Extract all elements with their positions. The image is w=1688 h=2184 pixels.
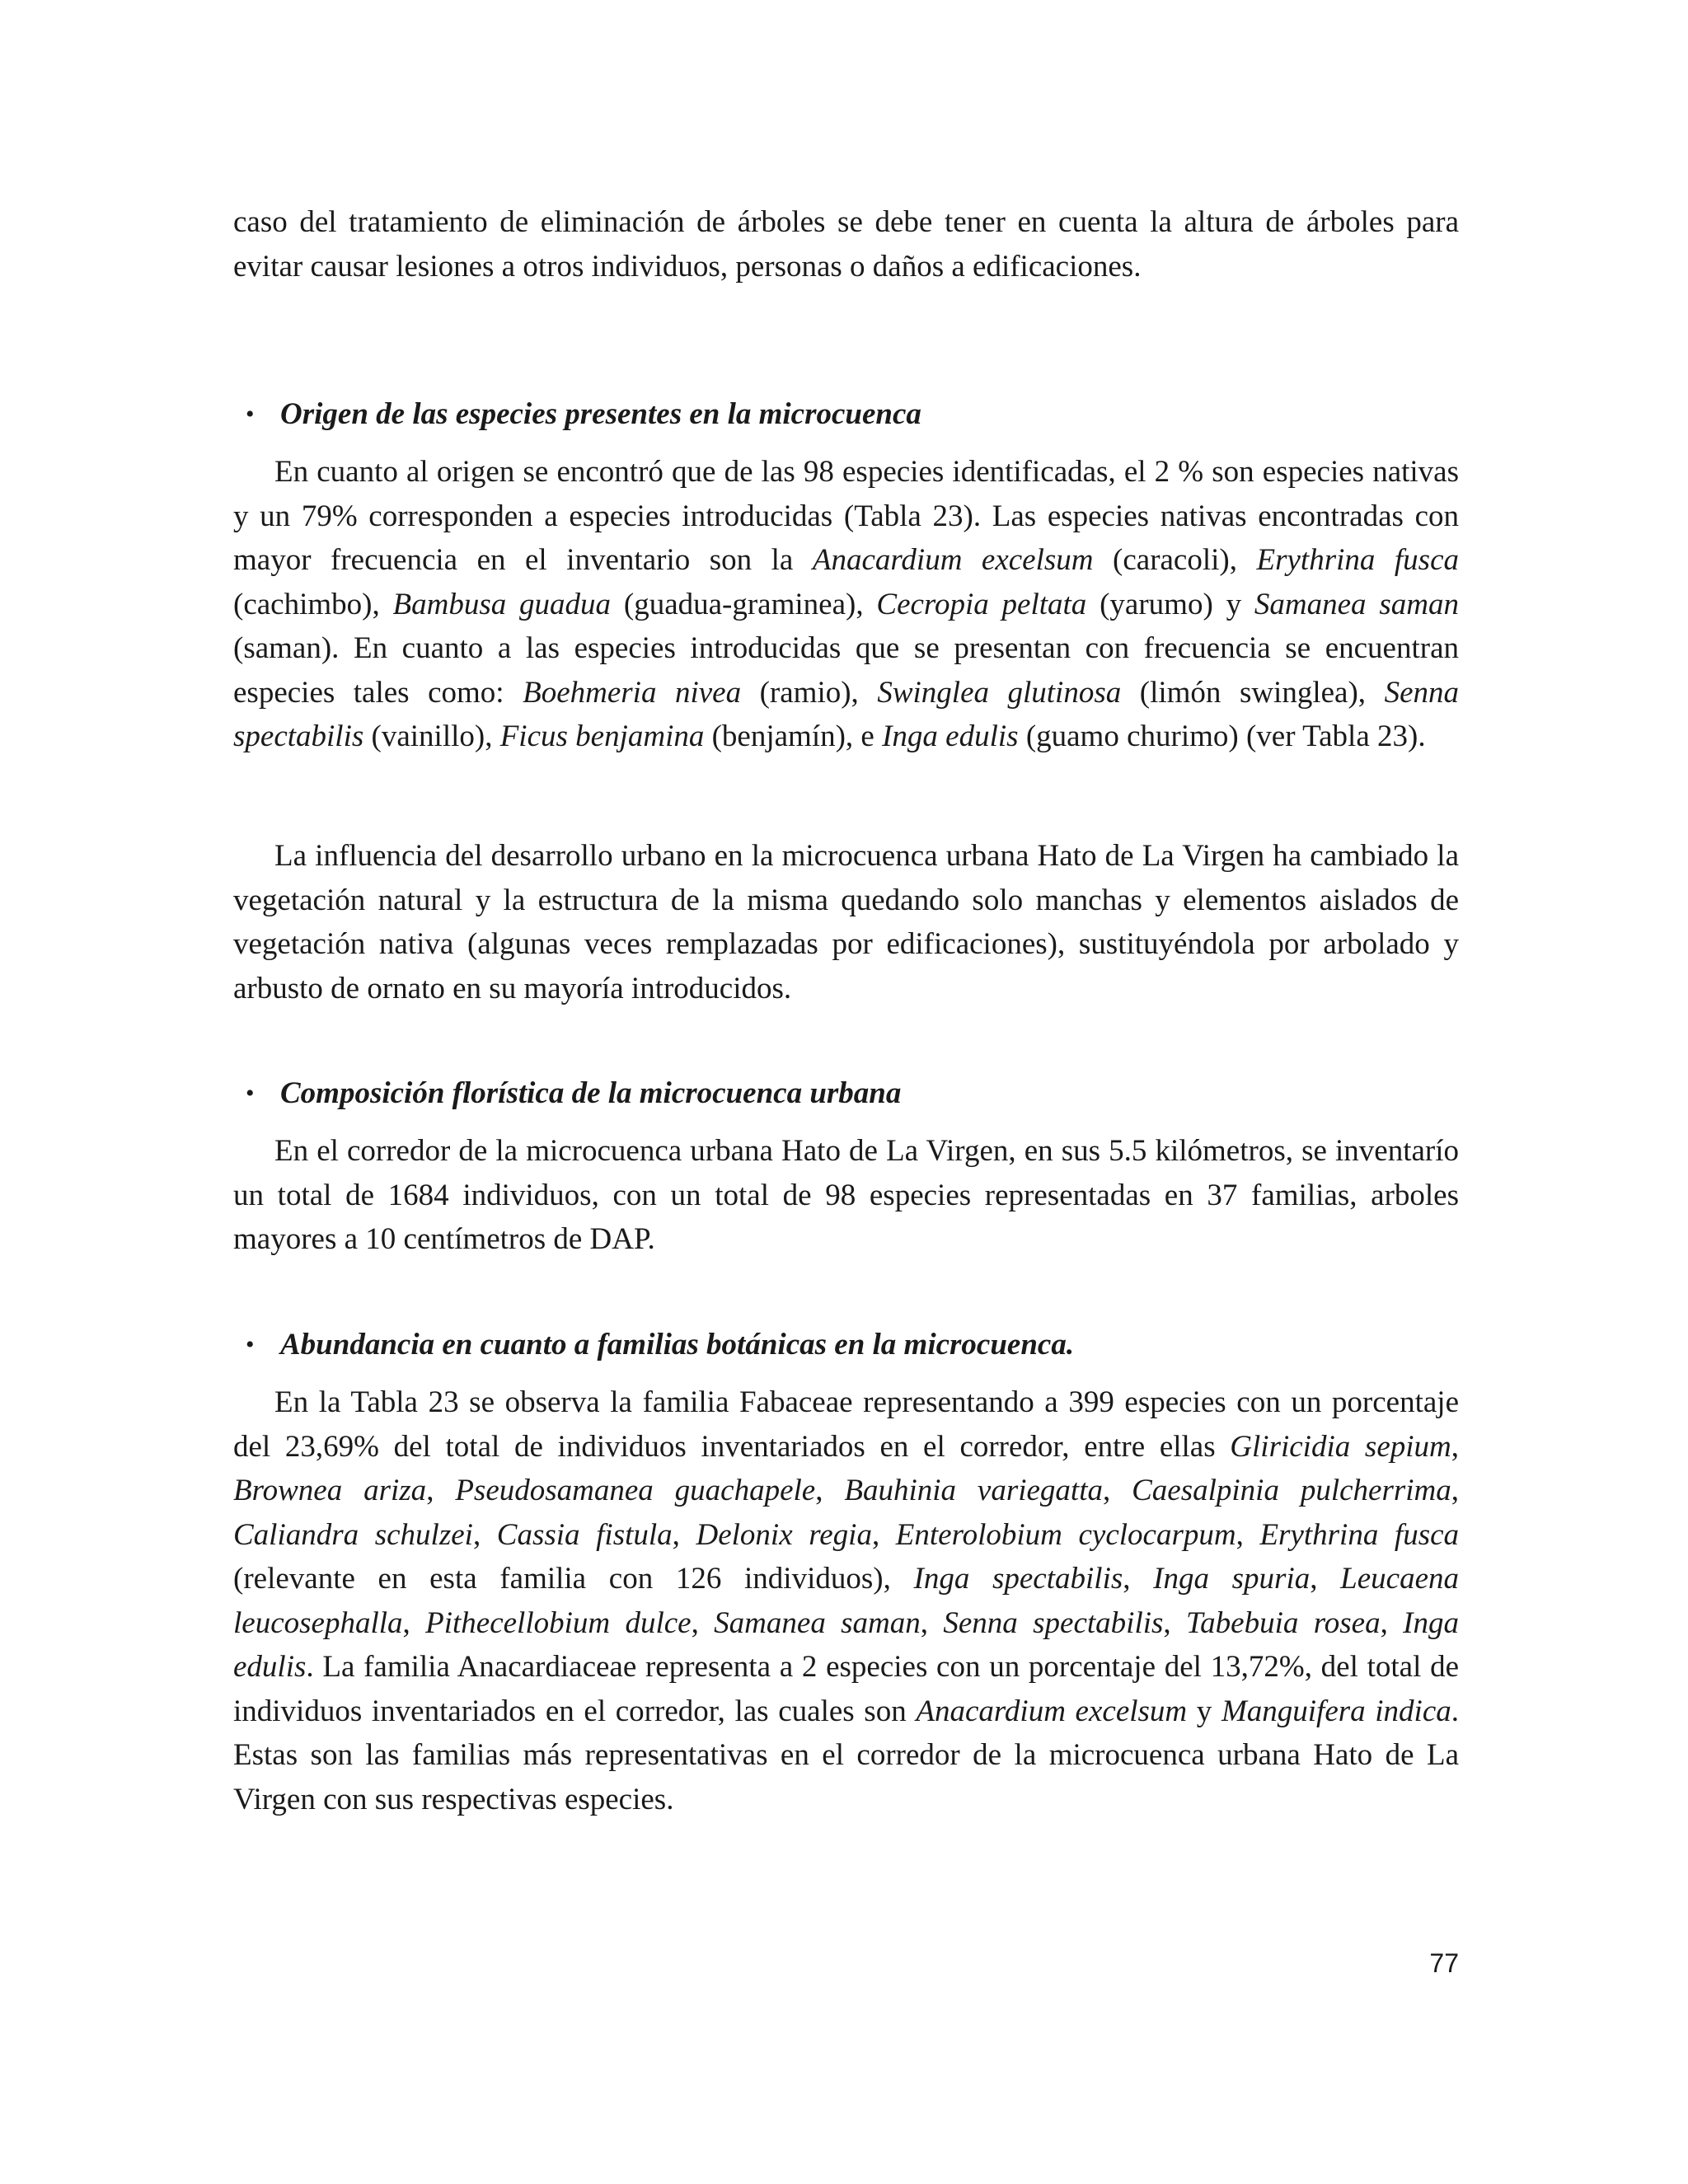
species-name: Anacardium excelsum (812, 543, 1094, 577)
species-name: Inga edulis (882, 719, 1019, 753)
species-name: Enterolobium cyclocarpum (895, 1517, 1236, 1552)
page-number: 77 (1429, 1948, 1459, 1978)
species-name: Inga edulis (233, 1605, 1459, 1684)
species-name: Swinglea glutinosa (877, 675, 1122, 710)
bullet-icon: • (246, 1331, 255, 1358)
species-name: Anacardium excelsum (916, 1694, 1188, 1728)
bullet-icon: • (246, 401, 255, 428)
species-name: Delonix regia (696, 1517, 872, 1552)
species-name: Tabebuia rosea (1186, 1605, 1381, 1640)
species-name: Caesalpinia pulcherrima (1132, 1474, 1451, 1507)
section-heading-origin (246, 392, 1459, 437)
species-name: Ficus benjamina (499, 719, 705, 753)
species-name: Erythrina fusca (1256, 543, 1459, 577)
species-name: Inga spectabilis (913, 1562, 1123, 1596)
paragraph-composition: En el corredor de la microcuenca urbana Hato de La Virgen, en sus 5.5 kilómetros, se inventarío un total de 1684 individuos, con un total de 98 especies representadas en 37 familias, arboles mayores a 10 centímetros de DAP. (233, 1134, 1459, 1256)
species-name: Bauhinia variegatta (844, 1474, 1103, 1507)
bullet-icon: • (246, 1080, 255, 1107)
species-name: Samanea saman (1254, 587, 1459, 621)
species-name: Leucaena leucosephalla (233, 1562, 1460, 1640)
species-name: Cassia fistula (496, 1517, 673, 1552)
species-name: Pithecellobium dulce (425, 1605, 692, 1640)
species-name: Caliandra schulzei (233, 1517, 473, 1552)
paragraph-intro: caso del tratamiento de eliminación de árboles se debe tener en cuenta la altura de árboles para evitar causar lesiones a otros individuos, personas o daños a edificaciones. (233, 205, 1459, 284)
heading-composition-text: Composición florística de la microcuenca urbana (280, 1076, 902, 1110)
species-name: Erythrina fusca (1259, 1517, 1460, 1552)
paragraph-abundance: En la Tabla 23 se observa la familia Fabaceae representando a 399 especies con un porcentaje del 23,69% del total de individuos inventariados en el corredor, entre ellas Gliricidia sepium, Brownea ariza, Pseudosamanea guachapele, Bauhinia variegatta, Caesalpinia pulcherrima, Caliandra schulzei, Cassia fistula, Delonix regia, Enterolobium cyclocarpum, Erythrina fusca (relevante en esta familia con 126 individuos), Inga spectabilis, Inga spuria, Leucaena leucosephalla, Pithecellobium dulce, Samanea saman, Senna spectabilis, Tabebuia rosea, Inga edulis. La familia Anacardiaceae representa a 2 especies con un porcentaje del 13,72%, del total de individuos inventariados en el corredor, las cuales son Anacardium excelsum y Manguifera indica. Estas son las familias más representativas en el corredor de la microcuenca urbana Hato de La Virgen con sus respectivas especies. (233, 1385, 1460, 1816)
species-name: Senna spectabilis (943, 1605, 1164, 1640)
species-name: Senna spectabilis (233, 675, 1459, 753)
species-name: Cecropia peltata (876, 587, 1087, 621)
species-name: Samanea saman (714, 1605, 921, 1640)
heading-abundance-text: Abundancia en cuanto a familias botánicas en la microcuenca. (280, 1328, 1075, 1361)
section-heading-composition (246, 1071, 1459, 1116)
species-name: Manguifera indica (1221, 1694, 1451, 1728)
species-name: Bambusa guadua (392, 587, 612, 621)
species-name: Pseudosamanea guachapele (455, 1474, 816, 1507)
paragraph-origin-2: La influencia del desarrollo urbano en la microcuenca urbana Hato de La Virgen ha cambiado la vegetación natural y la estructura de la misma quedando solo manchas y elementos aislados de vegetación nativa (algunas veces remplazadas por edificaciones), sustituyéndola por arbolado y arbusto de ornato en su mayoría introducidos. (233, 839, 1459, 1005)
species-name: Inga spuria (1153, 1562, 1311, 1596)
species-name: Gliricidia sepium (1230, 1429, 1451, 1464)
paragraph-origin-1: En cuanto al origen se encontró que de las 98 especies identificadas, el 2 % son especies nativas y un 79% corresponden a especies introducidas (Tabla 23). Las especies nativas encontradas con mayor frecuencia en el inventario son la Anacardium excelsum (caracoli), Erythrina fusca (cachimbo), Bambusa guadua (guadua-graminea), Cecropia peltata (yarumo) y Samanea saman (saman). En cuanto a las especies introducidas que se presentan con frecuencia se encuentran especies tales como: Boehmeria nivea (ramio), Swinglea glutinosa (limón swinglea), Senna spectabilis (vainillo), Ficus benjamina (benjamín), e Inga edulis (guamo churimo) (ver Tabla 23). (233, 455, 1459, 753)
section-heading-abundance (246, 1323, 1459, 1367)
heading-origin-text: Origen de las especies presentes en la microcuenca (280, 397, 921, 431)
species-name: Brownea ariza (233, 1474, 427, 1507)
species-name: Boehmeria nivea (523, 675, 742, 710)
